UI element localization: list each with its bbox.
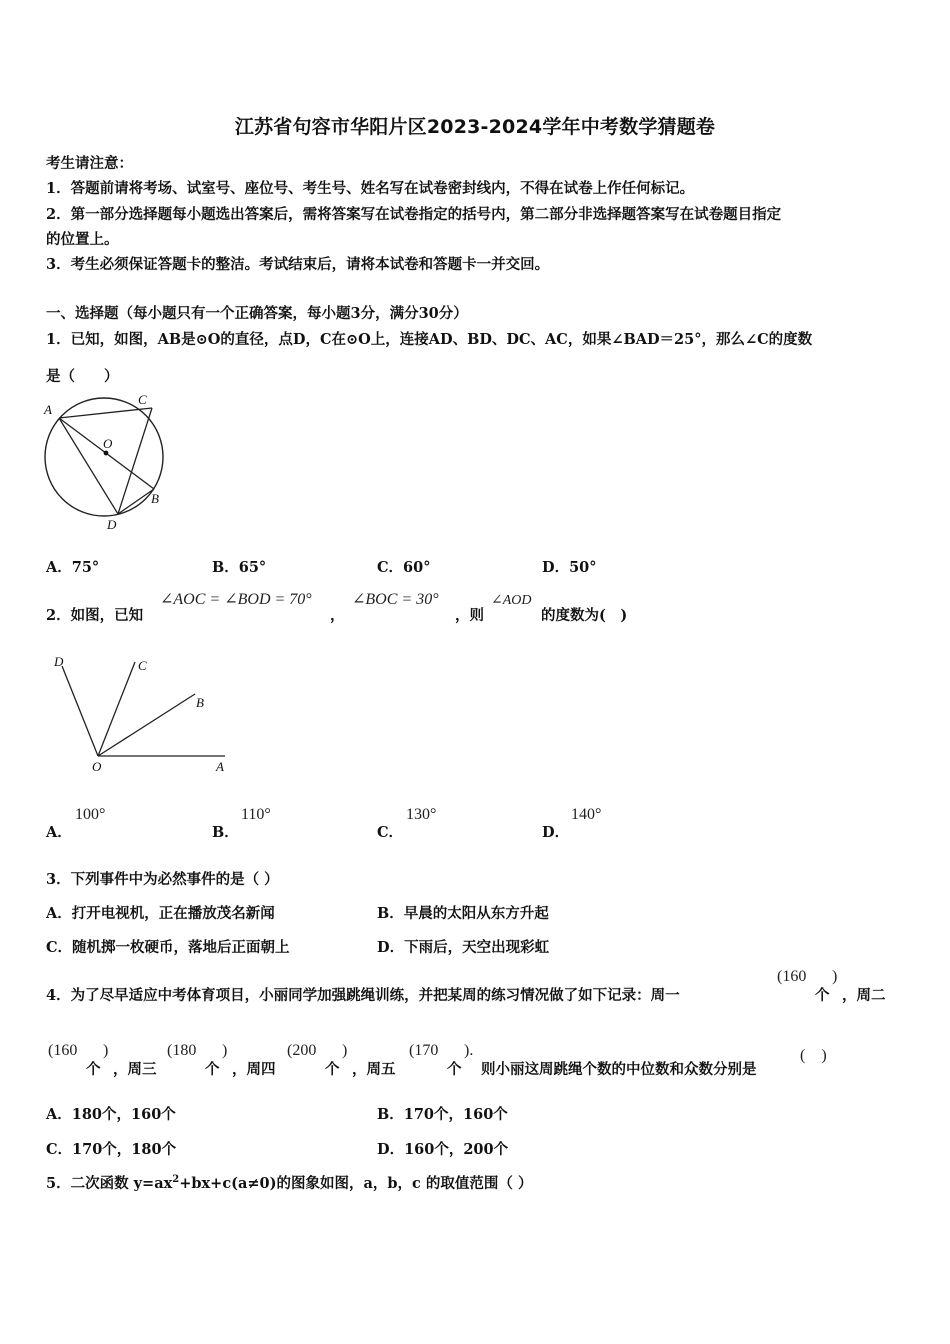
- q3-option-b: B．早晨的太阳从东方升起: [377, 905, 549, 922]
- q2-option-a-value: 100°: [75, 806, 106, 823]
- q2-option-d-letter: D．: [542, 824, 570, 841]
- q2-option-b-letter: B．: [212, 824, 239, 841]
- q1-stem-line2: 是（ ）: [46, 368, 119, 385]
- q4-friday-label: ，周五: [352, 1061, 396, 1078]
- q2-stem-prefix: 2．如图，已知: [46, 607, 144, 624]
- notice-heading: 考生请注意：: [46, 155, 133, 172]
- label-o: O: [92, 759, 102, 774]
- q5-stem: [46, 1172, 532, 1193]
- q4-tuesday-label: ，周二: [842, 987, 886, 1004]
- q2-math-3: ∠AOD: [491, 593, 532, 608]
- q2-option-d-value: 140°: [571, 806, 602, 823]
- label-d: D: [54, 654, 64, 669]
- q2-option-b-value: 110°: [241, 806, 271, 823]
- section-heading: 一、选择题（每小题只有一个正确答案，每小题3分，满分30分）: [46, 305, 468, 322]
- q4-wednesday-label: ，周三: [113, 1061, 157, 1078]
- chord-ac: [59, 408, 152, 418]
- q4-option-a: A．180个，160个: [46, 1106, 176, 1123]
- q4-monday-value: (160: [777, 968, 807, 985]
- q4-friday-close: ).: [464, 1042, 474, 1059]
- q4-option-c: C．170个，180个: [46, 1141, 177, 1158]
- q2-option-a-letter: A．: [46, 824, 72, 841]
- q4-thursday-label: ，周四: [232, 1061, 276, 1078]
- document-title: 江苏省句容市华阳片区2023-2024学年中考数学猜题卷: [234, 116, 716, 138]
- label-b: B: [151, 491, 159, 506]
- q1-option-d: D．50°: [542, 559, 597, 576]
- q4-stem-tail: 则小丽这周跳绳个数的中位数和众数分别是: [481, 1061, 757, 1078]
- q4-wednesday-value: (180: [167, 1042, 197, 1059]
- label-o: O: [103, 436, 113, 451]
- q4-thursday-value: (200: [287, 1042, 317, 1059]
- circle-o: [45, 398, 163, 516]
- q4-thursday-close: ): [342, 1042, 348, 1059]
- q5-stem-sup: 2: [172, 1174, 180, 1186]
- label-b: B: [196, 695, 204, 710]
- label-d: D: [107, 517, 117, 532]
- q1-option-c: C．60°: [377, 559, 431, 576]
- q5-stem-suffix: +bx+c(a≠0)的图象如图，a，b，c 的取值范围（ ）: [179, 1175, 533, 1192]
- notice-item-3: 3．考生必须保证答题卡的整洁。考试结束后，请将本试卷和答题卡一并交回。: [46, 256, 550, 273]
- q4-thursday-unit: 个: [325, 1061, 340, 1078]
- q4-tuesday-value: (160: [48, 1042, 78, 1059]
- q4-monday-close: ): [832, 968, 838, 985]
- q4-friday-value: (170: [409, 1042, 439, 1059]
- q2-option-c-letter: C．: [377, 824, 404, 841]
- label-a: A: [44, 402, 52, 417]
- ray-od: [62, 666, 98, 756]
- q2-sep-2: ，则: [455, 607, 484, 624]
- q1-option-b: B．65°: [212, 559, 267, 576]
- ray-ob: [98, 694, 195, 756]
- q3-option-d: D．下雨后，天空出现彩虹: [377, 939, 550, 956]
- q2-math-2: ∠BOC = 30°: [352, 591, 439, 608]
- q4-option-b: B．170个，160个: [377, 1106, 508, 1123]
- q2-option-c-value: 130°: [406, 806, 437, 823]
- q4-tuesday-unit: 个: [86, 1061, 101, 1078]
- chord-bd: [118, 489, 154, 514]
- q4-answer-blank: ( ): [800, 1047, 827, 1064]
- q4-monday-unit: 个: [815, 987, 830, 1004]
- q2-sep-1: ，: [330, 607, 345, 624]
- notice-item-2: 2．第一部分选择题每小题选出答案后，需将答案写在试卷指定的括号内，第二部分非选择题答案写在试卷题目指定: [46, 206, 782, 223]
- notice-item-1: 1．答题前请将考场、试室号、座位号、考生号、姓名写在试卷密封线内，不得在试卷上作任何标记。: [46, 180, 695, 197]
- center-point: [104, 451, 109, 456]
- chord-ad: [59, 418, 118, 514]
- q4-option-d: D．160个，200个: [377, 1141, 509, 1158]
- q4-wednesday-unit: 个: [205, 1061, 220, 1078]
- q4-stem-line1: 4．为了尽早适应中考体育项目，小丽同学加强跳绳训练，并把某周的练习情况做了如下记录：周一: [46, 987, 680, 1004]
- q5-stem-prefix: 5．二次函数 y=ax: [46, 1175, 173, 1192]
- notice-item-2-cont: 的位置上。: [46, 231, 119, 248]
- q4-friday-unit: 个: [447, 1061, 462, 1078]
- q2-stem-suffix: 的度数为( ): [541, 607, 628, 624]
- label-c: C: [138, 658, 147, 673]
- q2-angle-figure: [40, 650, 240, 780]
- q3-stem: 3．下列事件中为必然事件的是（ ）: [46, 871, 279, 888]
- q3-option-c: C．随机掷一枚硬币，落地后正面朝上: [46, 939, 290, 956]
- q1-circle-figure: [40, 390, 175, 535]
- q1-option-a: A．75°: [46, 559, 100, 576]
- q4-wednesday-close: ): [222, 1042, 228, 1059]
- q1-stem-line1: 1．已知，如图，AB是⊙O的直径，点D，C在⊙O上，连接AD、BD、DC、AC，如果∠BAD＝25°，那么∠C的度数: [46, 331, 813, 348]
- label-a: A: [216, 759, 224, 774]
- label-c: C: [138, 392, 147, 407]
- q3-option-a: A．打开电视机，正在播放茂名新闻: [46, 905, 275, 922]
- q4-tuesday-close: ): [103, 1042, 109, 1059]
- q2-math-1: ∠AOC = ∠BOD = 70°: [160, 591, 312, 608]
- ray-oc: [98, 662, 135, 756]
